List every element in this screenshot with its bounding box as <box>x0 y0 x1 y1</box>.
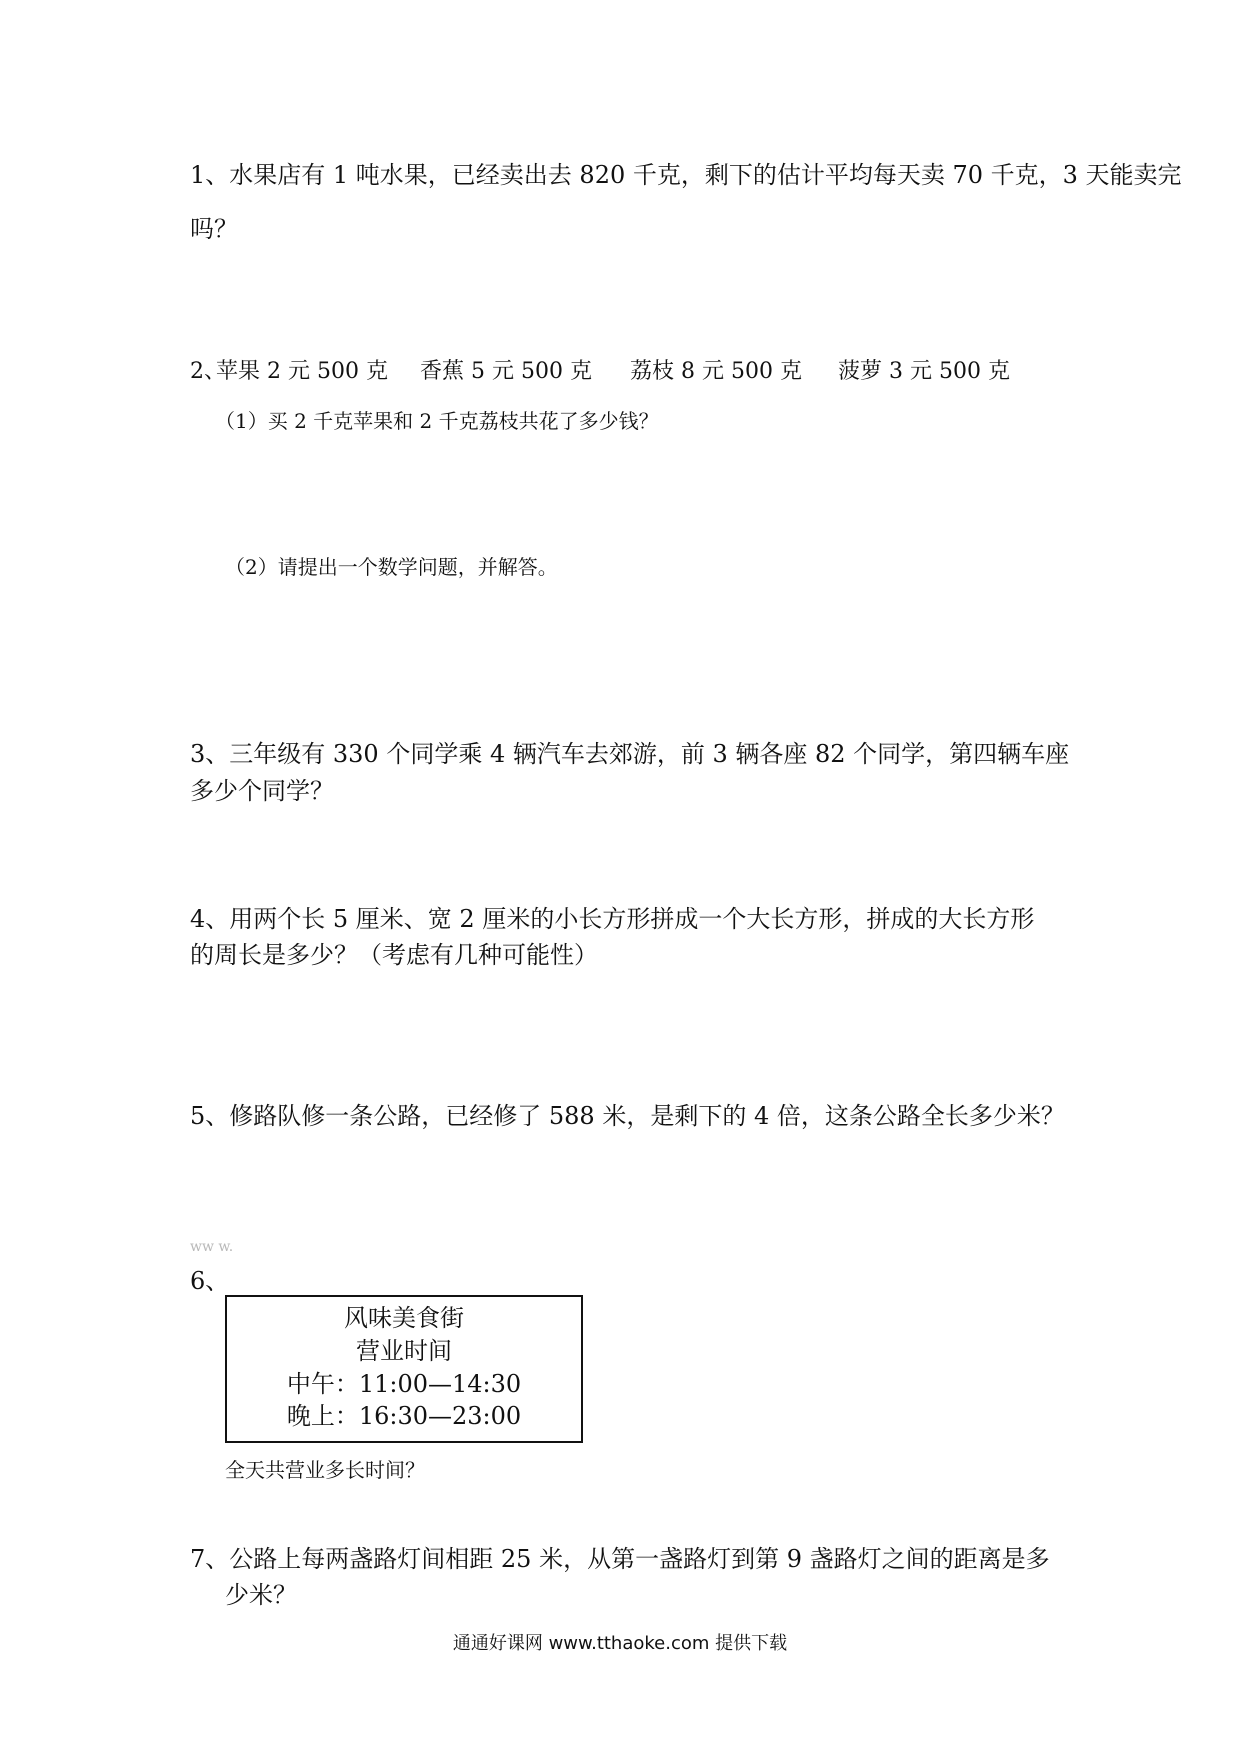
box-subtitle: 营业时间 <box>356 1337 452 1365</box>
question-6-label: 6、 <box>190 1267 230 1295</box>
question-1-line-2: 吗？ <box>190 215 238 243</box>
question-7-line-2: 少米？ <box>225 1581 297 1609</box>
business-hours-box <box>225 1295 583 1443</box>
question-2-label: 2、 <box>190 359 226 384</box>
price-lychee: 荔枝 8 元 500 克 <box>630 359 802 384</box>
box-evening-hours: 晚上：16:30—23:00 <box>286 1402 522 1430</box>
question-2-sub-1: （1）买 2 千克苹果和 2 千克荔枝共花了多少钱？ <box>215 409 659 433</box>
question-5-line-1: 5、修路队修一条公路，已经修了 588 米，是剩下的 4 倍，这条公路全长多少米？ <box>190 1102 1065 1130</box>
box-title: 风味美食街 <box>344 1304 464 1332</box>
question-4-line-2: 的周长是多少？（考虑有几种可能性） <box>190 941 598 969</box>
price-apple: 苹果 2 元 500 克 <box>216 359 388 384</box>
question-4-line-1: 4、用两个长 5 厘米、宽 2 厘米的小长方形拼成一个大长方形，拼成的大长方形 <box>190 905 1035 933</box>
price-pineapple: 菠萝 3 元 500 克 <box>838 359 1010 384</box>
question-3-line-2: 多少个同学？ <box>190 777 334 805</box>
question-2-sub-2: （2）请提出一个数学问题，并解答。 <box>225 555 558 579</box>
watermark-text: ww w. <box>190 1239 234 1255</box>
box-noon-hours: 中午：11:00—14:30 <box>286 1370 522 1398</box>
question-3-line-1: 3、三年级有 330 个同学乘 4 辆汽车去郊游，前 3 辆各座 82 个同学，第四辆车座 <box>190 740 1070 768</box>
price-banana: 香蕉 5 元 500 克 <box>420 359 592 384</box>
question-7-line-1: 7、公路上每两盏路灯间相距 25 米，从第一盏路灯到第 9 盏路灯之间的距离是多 <box>190 1545 1050 1573</box>
question-1-line-1: 1、水果店有 1 吨水果，已经卖出去 820 千克，剩下的估计平均每天卖 70 千克，3 天能卖完 <box>190 161 1182 189</box>
question-6-question: 全天共营业多长时间？ <box>225 1458 425 1482</box>
footer-credit: 通通好课网 www.tthaoke.com 提供下载 <box>452 1633 788 1654</box>
